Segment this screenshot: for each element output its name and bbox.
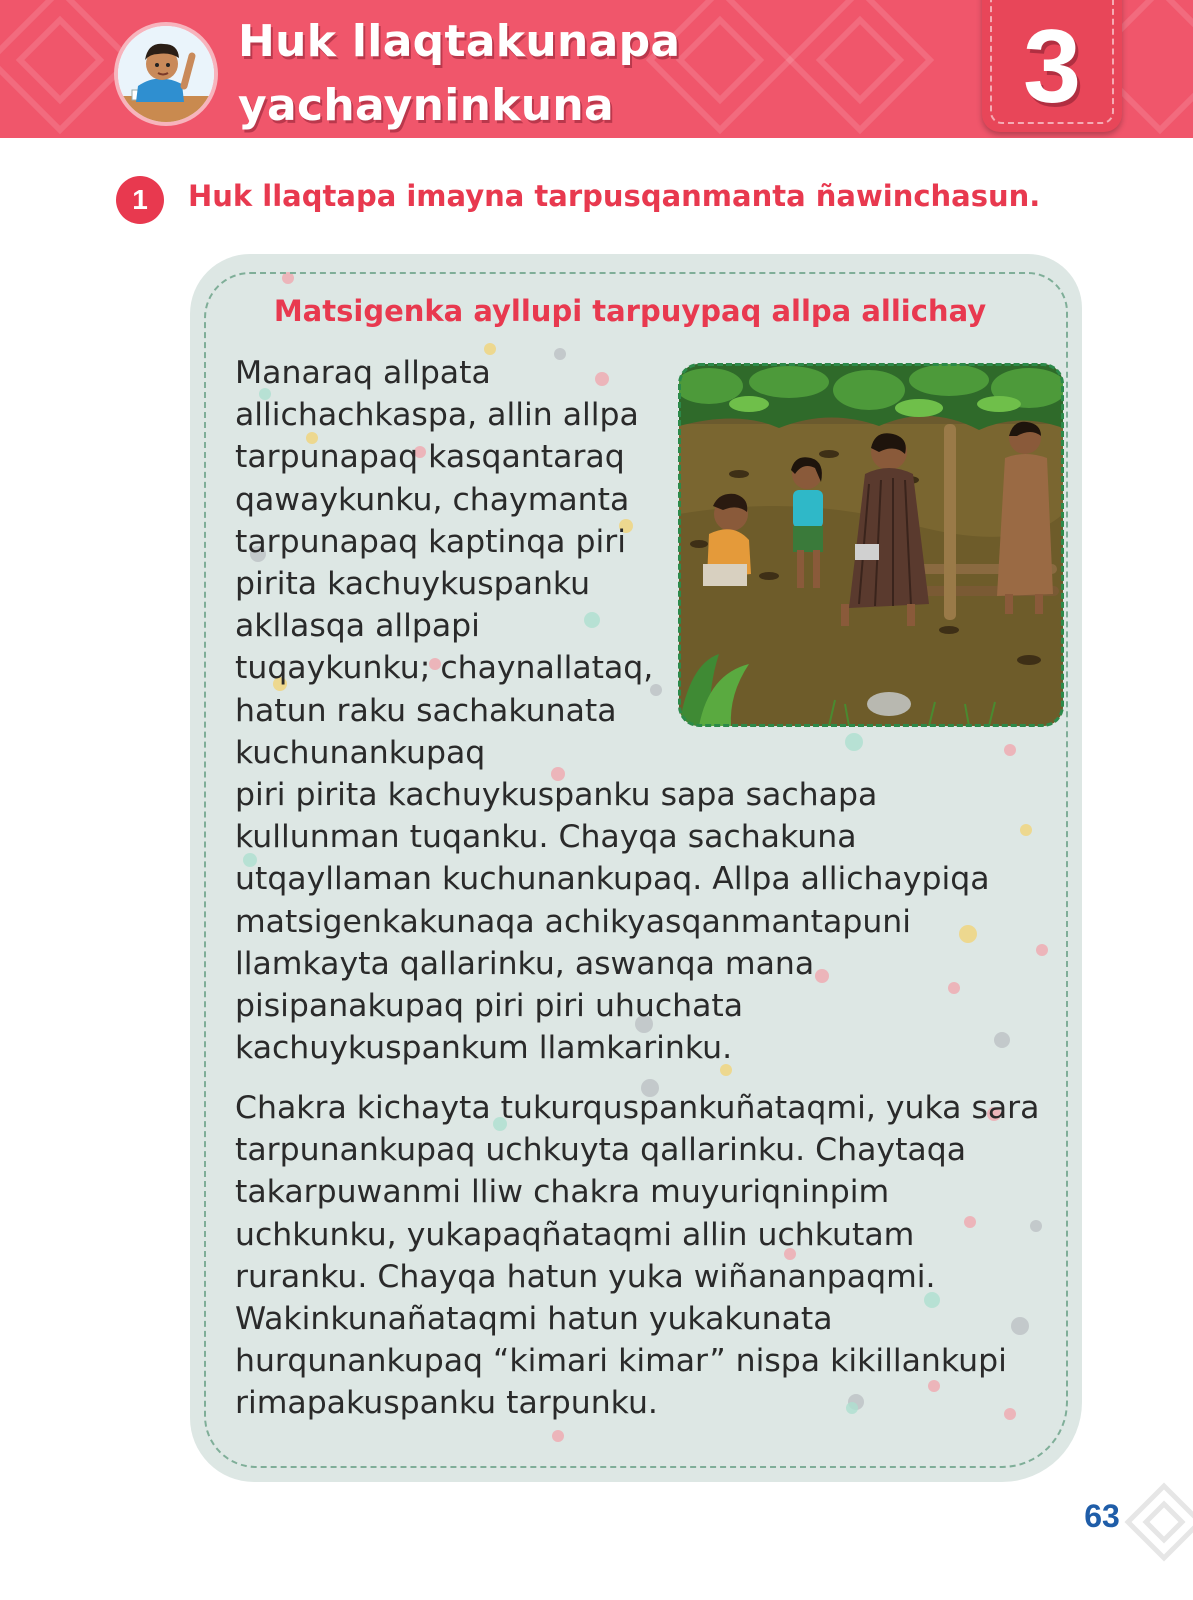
boy-studying-icon bbox=[118, 26, 214, 122]
text-line: tuqaykunku; chaynallataq, bbox=[235, 650, 654, 687]
reading-paragraph-2 bbox=[235, 1087, 1075, 1425]
text-line: pisipanakupaq piri piri uhuchata bbox=[235, 988, 744, 1025]
text-line: rimapakuspanku tarpunku. bbox=[235, 1385, 658, 1422]
corner-diamond-icon bbox=[1124, 1476, 1193, 1600]
reading-paragraph-1 bbox=[235, 352, 1075, 1069]
unit-title-line-1: Huk llaqtakunapa bbox=[238, 16, 681, 67]
text-line: takarpuwanmi lliw chakra muyuriqninpim bbox=[235, 1174, 890, 1211]
text-line: tarpunapaq kasqantaraq bbox=[235, 439, 625, 476]
reading-title: Matsigenka ayllupi tarpuypaq allpa allichay bbox=[273, 294, 987, 328]
activity-instruction: Huk llaqtapa imayna tarpusqanmanta ñawinchasun. bbox=[188, 179, 1041, 213]
text-line: kachuykuspankum llamkarinku. bbox=[235, 1030, 733, 1067]
text-line: utqayllaman kuchunankupaq. Allpa allichaypiqa bbox=[235, 861, 990, 898]
text-line: kuchunankupaq bbox=[235, 734, 486, 771]
text-line: qawaykunku, chaymanta bbox=[235, 481, 630, 518]
text-line: hatun raku sachakunata bbox=[235, 692, 617, 729]
text-line: matsigenkakunaqa achikyasqanmantapuni bbox=[235, 903, 912, 940]
text-line: Wakinkunañataqmi hatun yukakunata bbox=[235, 1301, 833, 1338]
unit-number: 3 bbox=[1023, 9, 1081, 125]
text-line: tarpunapaq kaptinqa piri bbox=[235, 523, 626, 560]
text-line: uchkunku, yukapaqñataqmi allin uchkutam bbox=[235, 1216, 915, 1253]
unit-header bbox=[0, 0, 1193, 138]
unit-number-tab bbox=[982, 0, 1122, 132]
text-line: llamkayta qallarinku, aswanqa mana bbox=[235, 945, 815, 982]
text-line: allichachkaspa, allin allpa bbox=[235, 397, 639, 434]
text-line: piri pirita kachuykuspanku sapa sachapa bbox=[235, 777, 878, 814]
page-number: 63 bbox=[1084, 1498, 1120, 1534]
activity-number-badge: 1 bbox=[116, 176, 164, 224]
text-line: akllasqa allpapi bbox=[235, 608, 480, 645]
text-line: hurqunankupaq “kimari kimar” nispa kikillankupi bbox=[235, 1343, 1007, 1380]
text-line: ruranku. Chayqa hatun yuka wiñananpaqmi. bbox=[235, 1258, 936, 1295]
unit-title-line-2: yachayninkuna bbox=[238, 80, 615, 131]
text-line: pirita kachuykuspanku bbox=[235, 566, 591, 603]
text-line: tarpunankupaq uchkuyta qallarinku. Chaytaqa bbox=[235, 1132, 967, 1169]
text-line: Chakra kichayta tukurquspankuñataqmi, yuka sara bbox=[235, 1090, 1040, 1126]
text-line: kullunman tuqanku. Chayqa sachakuna bbox=[235, 819, 857, 856]
unit-title bbox=[238, 10, 680, 138]
text-line: Manaraq allpata bbox=[235, 355, 491, 391]
